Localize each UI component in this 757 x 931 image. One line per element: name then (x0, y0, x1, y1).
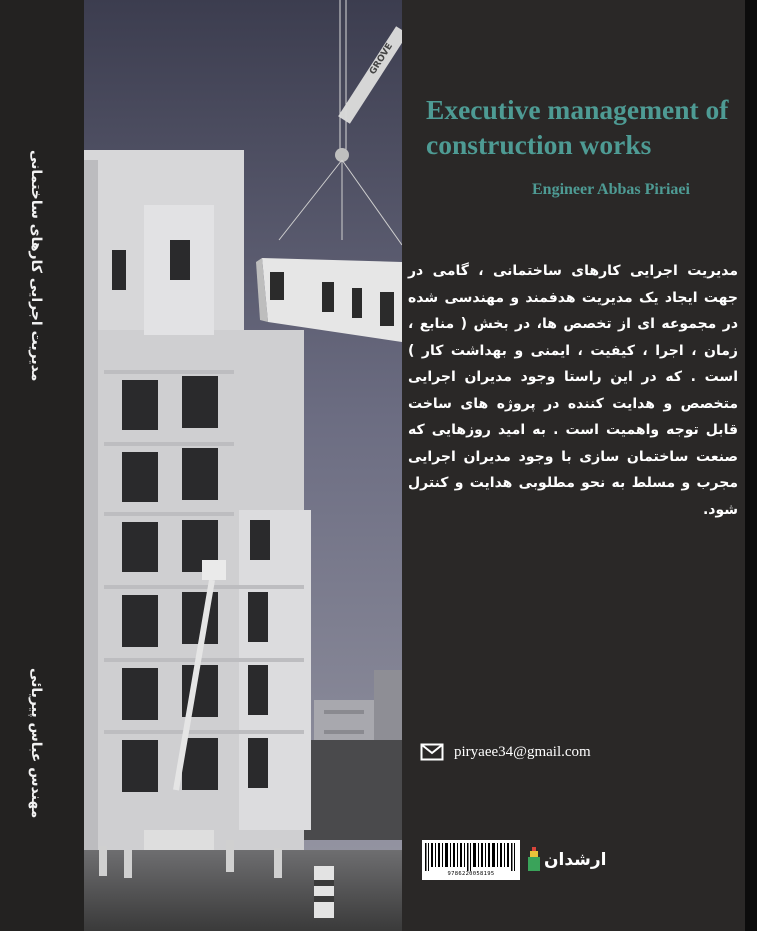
persian-blurb: مدیریت اجرایی کارهای ساختمانی ، گامی در جهت ایجاد یک مدیریت هدفمند و مهندسی شده در مجموعه ای از تخصص ها، در بخش ( منابع ، زمان ، اجرا ، کیفیت ، ایمنی و بهداشت کار ) است . که در این راستا وجود مدیران اجرایی متخصص و هدایت کننده در پروژه های ساخت قابل توجه واهمیت است . به امید روزهایی که صنعت ساختمان سازی با وجود مدیران اجرایی مجرب و مسلط به نحو مطلوبی هدایت و کنترل شود. (408, 263, 738, 518)
envelope-icon (420, 743, 444, 761)
contact-email (420, 743, 591, 761)
english-author: Engineer Abbas Piriaei (532, 181, 690, 198)
spine-title: مدیریت اجرایی کارهای ساختمانی (28, 150, 44, 382)
publisher-icon (524, 847, 544, 873)
english-title: Executive management of construction works (426, 94, 729, 160)
email-address: piryaee34@gmail.com (454, 743, 591, 760)
publisher-logo (520, 847, 607, 873)
spine-author: مهندس عباس پیریائی (28, 668, 44, 819)
book-spine (0, 0, 85, 931)
cover-photo (84, 0, 402, 931)
publisher-name: ارشدان (544, 850, 607, 870)
cover-edge (745, 0, 757, 931)
isbn-number: 9786220058195 (447, 871, 495, 877)
crane-label: GROVE (368, 41, 396, 77)
